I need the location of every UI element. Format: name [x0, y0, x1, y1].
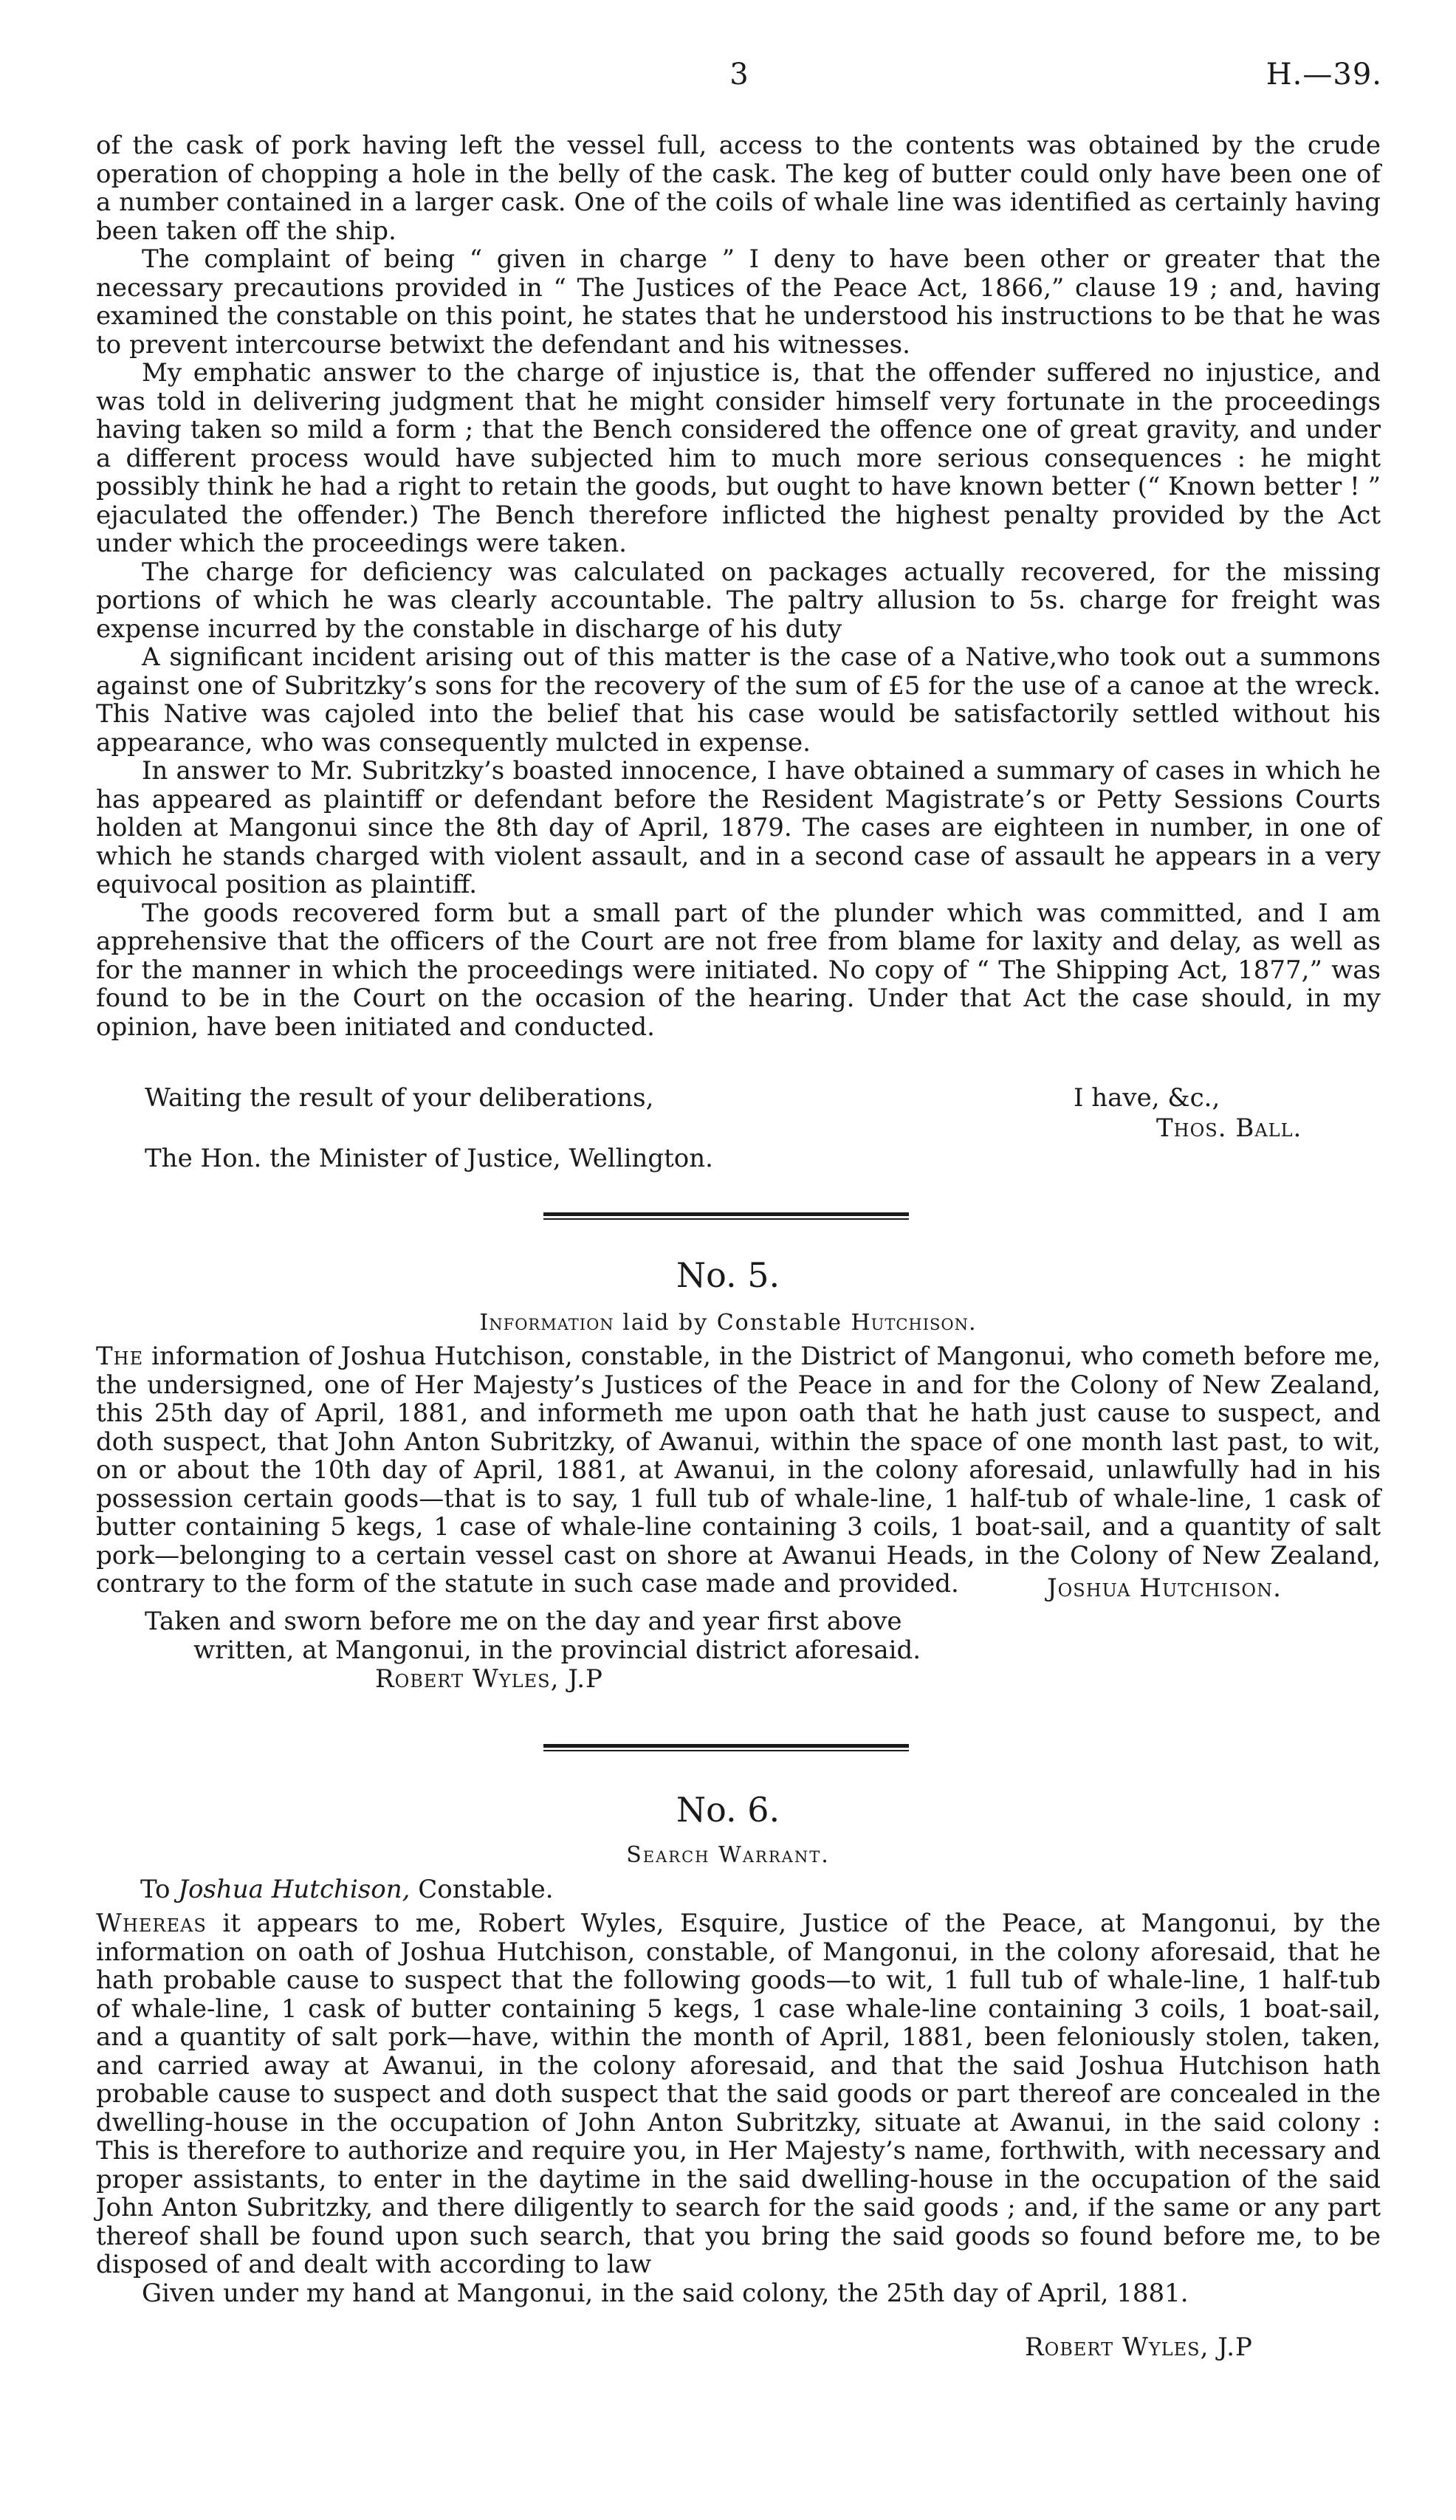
- page-number: 3: [729, 58, 749, 92]
- section-divider: [543, 1212, 909, 1216]
- letter-paragraph: of the cask of pork having left the vessel full, access to the contents was obtained by the crude operation of chopping a hole in the belly of the cask. The keg of butter could only have been one of a number contained in a larger cask. One of the coils of whale line was identified as certainly having been taken off the ship.: [96, 131, 1381, 246]
- section-divider: [543, 1744, 909, 1748]
- sworn-signature: Robert Wyles, J.P: [375, 1664, 603, 1694]
- document-reference: H.—39.: [1266, 58, 1382, 92]
- information-body: [96, 1342, 1381, 1599]
- warrant-lead-word: Whereas: [96, 1909, 207, 1938]
- section-title-5-first: Information: [479, 1310, 614, 1336]
- warrant-given-line: Given under my hand at Mangonui, in the said colony, the 25th day of April, 1881.: [142, 2278, 1189, 2308]
- letter-paragraph: The charge for deficiency was calculated on packages actually recovered, for the missing portions of which he was clearly accountable. The paltry allusion to 5s. charge for freight was expense incurred by the constable in discharge of his duty: [96, 557, 1381, 644]
- letter-closing-right: I have, &c.,: [1074, 1083, 1220, 1113]
- letter-body: [96, 131, 1381, 1041]
- section-number-6: No. 6.: [676, 1790, 780, 1830]
- information-signature: Joshua Hutchison.: [1047, 1573, 1282, 1603]
- letter-closing-left: Waiting the result of your deliberations,: [145, 1083, 654, 1113]
- letter-paragraph: The complaint of being “ given in charge ” I deny to have been other or greater that the necessary precautions provided in “ The Justices of the Peace Act, 1866,” clause 19 ; and, having examined the constable on this point, he states that he understood his instructions to be that he was to prevent intercourse betwixt the defendant and his witnesses.: [96, 244, 1381, 360]
- letter-paragraph: The goods recovered form but a small part of the plunder which was committed, and I am apprehensive that the officers of the Court are not free from blame for laxity and delay, as well as for the manner in which the proceedings were initiated. No copy of “ The Shipping Act, 1877,” was found to be in the Court on the occasion of the hearing. Under that Act the case should, in my opinion, have been initiated and conducted.: [96, 898, 1381, 1042]
- information-paragraph: [96, 1342, 1381, 1599]
- letter-signature: Thos. Ball.: [1156, 1113, 1302, 1143]
- section-title-5-last: Hutchison.: [851, 1310, 977, 1336]
- letter-addressee: The Hon. the Minister of Justice, Wellington.: [145, 1144, 713, 1173]
- sworn-line-1: Taken and sworn before me on the day and year first above: [145, 1607, 902, 1636]
- section-title-5-middle: laid by Constable: [622, 1310, 842, 1336]
- warrant-to-name: Joshua Hutchison,: [178, 1875, 411, 1904]
- letter-paragraph: In answer to Mr. Subritzky’s boasted innocence, I have obtained a summary of cases in which he has appeared as plaintiff or defendant before the Resident Magistrate’s or Petty Sessions Courts holden at Mangonui since the 8th day of April, 1879. The cases are eighteen in number, in one of which he stands charged with violent assault, and in a second case of assault he appears in a very equivocal position as plaintiff.: [96, 756, 1381, 899]
- warrant-text: it appears to me, Robert Wyles, Esquire, Justice of the Peace, at Mangonui, by the information on oath of Joshua Hutchison, constable, of Mangonui, in the colony aforesaid, that he hath probable cause to suspect that the following goods—to wit, 1 full tub of whale-line, 1 half-tub of whale-line, 1 cask of butter containing 5 kegs, 1 case whale-line containing 3 coils, 1 boat-sail, and a quantity of salt pork—have, within the month of April, 1881, been feloniously stolen, taken, and carried away at Awanui, in the colony aforesaid, and that the said Joshua Hutchison hath probable cause to suspect and doth suspect that the said goods or part thereof are concealed in the dwelling-house in the occupation of John Anton Subritzky, situate at Awanui, in the said colony : This is therefore to authorize and require you, in Her Majesty’s name, forthwith, with necessary and proper assistants, to enter in the daytime in the said dwelling-house in the occupation of the said John Anton Subritzky, and there diligently to search for the said goods ; and, if the same or any part thereof shall be found upon such search, that you bring the said goods so found before me, to be disposed of and dealt with according to law: [96, 1909, 1381, 2279]
- section-title-5: [0, 1310, 1456, 1336]
- letter-paragraph: My emphatic answer to the charge of injustice is, that the offender suffered no injustice, and was told in delivering judgment that he might consider himself very fortunate in the proceedings having taken so mild a form ; that the Bench considered the offence one of great gravity, and under a different process would have subjected him to much more serious consequences : he might possibly think he had a right to retain the goods, but ought to have known better (“ Known better ! ” ejaculated the offender.) The Bench therefore inflicted the highest penalty provided by the Act under which the proceedings were taken.: [96, 358, 1381, 558]
- information-text: information of Joshua Hutchison, constable, in the District of Mangonui, who cometh before me, the undersigned, one of Her Majesty’s Justices of the Peace in and for the Colony of New Zealand, this 25th day of April, 1881, and informeth me upon oath that he hath just cause to suspect, and doth suspect, that John Anton Subritzky, of Awanui, within the space of one month last past, to wit, on or about the 10th day of April, 1881, at Awanui, in the colony aforesaid, unlawfully had in his possession certain goods—that is to say, 1 full tub of whale-line, 1 half-tub of whale-line, 1 cask of butter containing 5 kegs, 1 case of whale-line containing 3 coils, 1 boat-sail, and a quantity of salt pork—belonging to a certain vessel cast on shore at Awanui Heads, in the Colony of New Zealand, contrary to the form of the statute in such case made and provided.: [96, 1342, 1381, 1599]
- warrant-to-role: Constable.: [418, 1875, 554, 1904]
- sworn-line-2: written, at Mangonui, in the provincial district aforesaid.: [193, 1635, 921, 1665]
- section-number-5: No. 5.: [676, 1255, 780, 1295]
- warrant-paragraph: [96, 1909, 1381, 2279]
- page-header: [96, 58, 1382, 102]
- letter-paragraph: A significant incident arising out of this matter is the case of a Native,who took out a summons against one of Subritzky’s sons for the recovery of the sum of £5 for the use of a canoe at the wreck. This Native was cajoled into the belief that his case would be satisfactorily settled without his appearance, who was consequently mulcted in expense.: [96, 642, 1381, 758]
- warrant-signature: Robert Wyles, J.P: [1025, 2332, 1253, 2362]
- section-title-6: Search Warrant.: [626, 1842, 830, 1868]
- warrant-addressee: [140, 1875, 554, 1904]
- warrant-body: [96, 1909, 1381, 2307]
- information-lead-word: The: [96, 1342, 144, 1371]
- warrant-to-label: To: [140, 1875, 171, 1904]
